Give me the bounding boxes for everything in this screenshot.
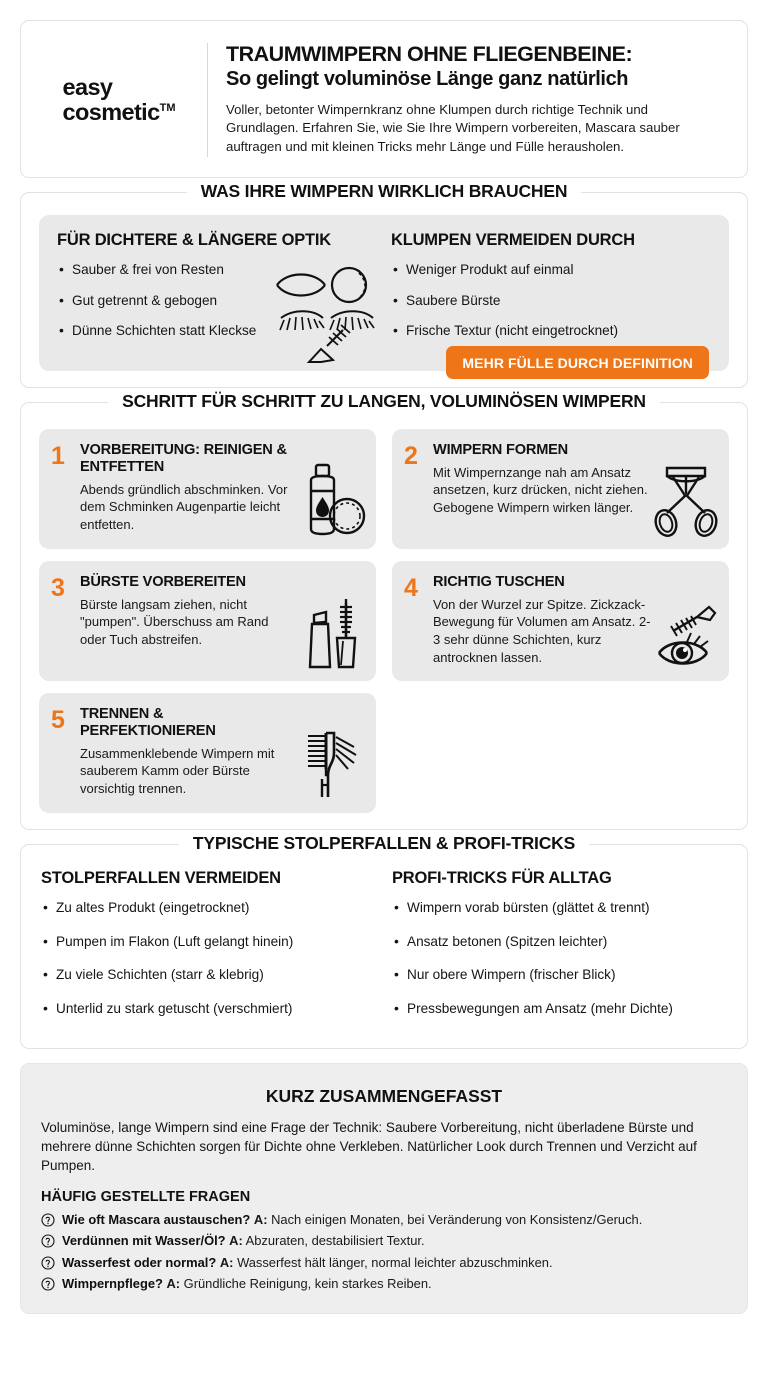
eye-with-mascara-wand-icon (653, 593, 719, 671)
list-item: • Dünne Schichten statt Kleckse (57, 322, 377, 340)
step-text: Zusammenklebende Wimpern mit sauberem Kamm oder Bürste vorsichtig trennen. (80, 745, 275, 797)
logo-line-2: cosmetic (62, 98, 160, 125)
step-card-2 (392, 429, 729, 549)
faq-answer-label: A: (219, 1254, 234, 1270)
step-card-4 (392, 561, 729, 681)
pitfalls-section-title: TYPISCHE STOLPERFALLEN & PROFI-TRICKS (179, 833, 589, 853)
step-title: BÜRSTE VORBEREITEN (80, 573, 246, 590)
needs-right-heading: KLUMPEN VERMEIDEN DURCH (391, 230, 635, 249)
step-number: 4 (404, 573, 418, 602)
summary-title: KURZ ZUSAMMENGEFASST (265, 1085, 503, 1106)
faq-answer-label: A: (166, 1275, 181, 1291)
step-number: 3 (51, 573, 65, 602)
mascara-tube-and-wand-icon (300, 593, 366, 671)
faq-question: Wimpernpflege? (62, 1275, 163, 1291)
faq-answer-label: A: (229, 1233, 243, 1249)
step-title: TRENNEN & PERFEKTIONIEREN (80, 705, 216, 739)
faq-item (41, 1231, 727, 1250)
page-subtitle: So gelingt voluminöse Länge ganz natürlich (226, 67, 629, 90)
list-item: • Wimpern vorab bürsten (glättet & trennt) (392, 899, 727, 917)
list-item: • Zu viele Schichten (starr & klebrig) (41, 966, 376, 984)
faq-question: Wasserfest oder normal? (62, 1254, 217, 1270)
pitfalls-right-column (392, 869, 727, 1034)
faq-item (41, 1210, 727, 1229)
step-title: VORBEREITUNG: REINIGEN & ENTFETTEN (80, 441, 287, 475)
list-item: • Pressbewegungen am Ansatz (mehr Dichte) (392, 1000, 727, 1018)
question-mark-icon (41, 1277, 55, 1291)
pitfalls-left-column (41, 869, 376, 1034)
step-title: WIMPERN FORMEN (433, 441, 569, 458)
pitfalls-section-card (20, 832, 748, 1049)
brand-logo (45, 43, 208, 157)
needs-left-heading: FÜR DICHTERE & LÄNGERE OPTIK (57, 230, 331, 249)
step-card-5 (39, 693, 376, 813)
eyelash-curler-icon (653, 461, 719, 539)
mehr-fuelle-cta-button[interactable]: MEHR FÜLLE DURCH DEFINITION (446, 346, 709, 379)
needs-section-card (20, 180, 748, 388)
step-card-1 (39, 429, 376, 549)
steps-section-card (20, 390, 748, 830)
pitfalls-left-heading: STOLPERFALLEN VERMEIDEN (41, 868, 281, 887)
header-intro-paragraph: Voller, betonter Wimpernkranz ohne Klumpen durch richtige Technik und Grundlagen. Erfahren Sie, wie Sie Ihre Wimpern vorbereiten, Mascara sauber auftragen und mit kleinen Tricks mehr Länge und Fülle herausholen. (226, 101, 680, 155)
step-number: 1 (51, 441, 65, 470)
faq-answer: Nach einigen Monaten, bei Veränderung von Konsistenz/Geruch. (271, 1211, 643, 1227)
list-item: • Weniger Produkt auf einmal (391, 261, 711, 279)
trademark-symbol: TM (159, 102, 176, 115)
page-title: TRAUMWIMPERN OHNE FLIEGENBEINE: (226, 42, 633, 66)
list-item: • Sauber & frei von Resten (57, 261, 377, 279)
faq-answer: Gründliche Reinigung, kein starkes Reiben. (183, 1275, 432, 1291)
header-text-block (208, 43, 723, 157)
list-item: • Zu altes Produkt (eingetrocknet) (41, 899, 376, 917)
step-card-3 (39, 561, 376, 681)
step-text: Bürste langsam ziehen, nicht "pumpen". Überschuss am Rand oder Tuch abstreifen. (80, 596, 269, 648)
pitfalls-left-list (41, 899, 376, 1018)
faq-answer: Abzuraten, destabilisiert Textur. (245, 1233, 425, 1249)
step-text: Mit Wimpernzange nah am Ansatz ansetzen, kurz drücken, nicht ziehen. Gebogene Wimpern wirken länger. (433, 464, 648, 516)
list-item: • Nur obere Wimpern (frischer Blick) (392, 966, 727, 984)
faq-question: Wie oft Mascara austauschen? (62, 1211, 251, 1227)
list-item: • Saubere Bürste (391, 292, 711, 310)
question-mark-icon (41, 1213, 55, 1227)
logo-line-1: easy (62, 74, 113, 101)
step-text: Von der Wurzel zur Spitze. Zickzack-Bewegung für Volumen am Ansatz. 2-3 sehr dünne Schichten, kurz antrocknen lassen. (433, 596, 651, 665)
step-text: Abends gründlich abschminken. Vor dem Schminken Augenpartie leicht entfetten. (80, 481, 288, 533)
cleanser-bottle-and-cotton-pad-icon (300, 461, 366, 539)
list-item: • Gut getrennt & gebogen (57, 292, 377, 310)
faq-answer-label: A: (253, 1211, 268, 1227)
pitfalls-right-list (392, 899, 727, 1018)
needs-right-list (391, 261, 711, 340)
needs-right-column (391, 230, 711, 371)
needs-section-title-wrap (21, 181, 747, 202)
question-mark-icon (41, 1256, 55, 1270)
header-card (20, 20, 748, 178)
list-item: • Pumpen im Flakon (Luft gelangt hinein) (41, 933, 376, 951)
list-item: • Ansatz betonen (Spitzen leichter) (392, 933, 727, 951)
faq-heading: HÄUFIG GESTELLTE FRAGEN (41, 1188, 251, 1205)
steps-section-title-wrap (21, 391, 747, 412)
summary-text: Voluminöse, lange Wimpern sind eine Frage der Technik: Saubere Vorbereitung, nicht überladene Bürste und mehrere dünne Schichten sorgen für Dichte ohne Verkleben. Natürlicher Look durch Trennen und Verzicht auf Pumpen. (41, 1119, 697, 1174)
pitfalls-right-heading: PROFI-TRICKS FÜR ALLTAG (392, 868, 612, 887)
needs-left-column (57, 231, 377, 353)
step-title: RICHTIG TUSCHEN (433, 573, 565, 590)
lash-comb-icon (300, 725, 366, 803)
faq-question: Verdünnen mit Wasser/Öl? (62, 1233, 226, 1249)
steps-section-title: SCHRITT FÜR SCHRITT ZU LANGEN, VOLUMINÖSEN WIMPERN (108, 391, 660, 411)
step-number: 5 (51, 705, 65, 734)
faq-answer: Wasserfest hält länger, normal leichter abzuschminken. (237, 1254, 553, 1270)
summary-section-card (20, 1063, 748, 1315)
list-item: • Unterlid zu stark getuscht (verschmiert) (41, 1000, 376, 1018)
faq-item (41, 1274, 727, 1293)
faq-item (41, 1253, 727, 1272)
lash-icon-cluster (271, 263, 381, 363)
list-item: • Frische Textur (nicht eingetrocknet) (391, 322, 711, 340)
question-mark-icon (41, 1234, 55, 1248)
pitfalls-section-title-wrap (21, 833, 747, 854)
needs-section-title: WAS IHRE WIMPERN WIRKLICH BRAUCHEN (187, 181, 582, 201)
step-number: 2 (404, 441, 418, 470)
